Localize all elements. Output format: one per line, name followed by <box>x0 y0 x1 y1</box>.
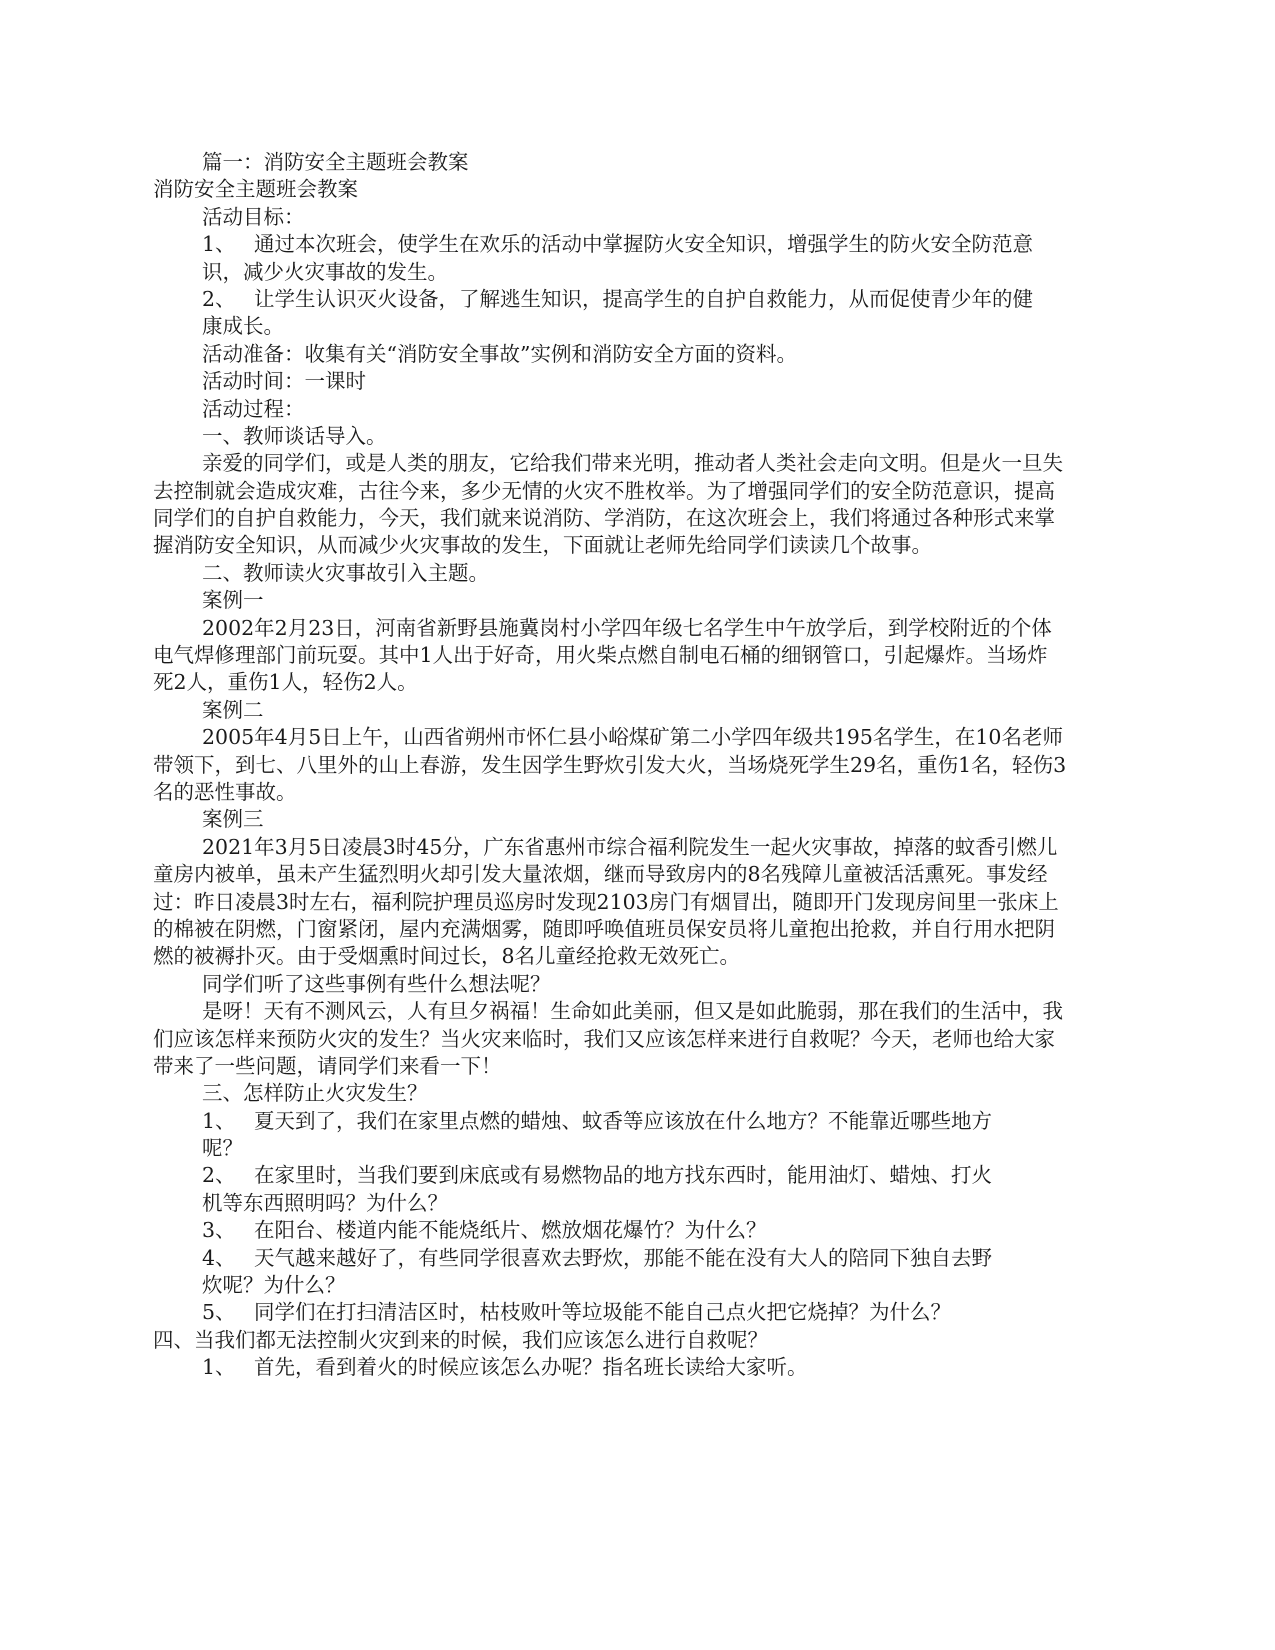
list-number: 1、 <box>202 1355 236 1380</box>
question-intro: 同学们听了这些事例有些什么想法呢？ <box>202 971 551 996</box>
case-label-1: 案例一 <box>202 588 264 613</box>
paragraph-line: 的棉被在阴燃，门窗紧闭，屋内充满烟雾，随即呼唤值班员保安员将儿童抱出抢救，并自行用水把阴 <box>153 916 1055 941</box>
question-item-3 <box>153 1217 1123 1244</box>
paragraph-line: 同学们在打扫清洁区时，枯枝败叶等垃圾能不能自己点火把它烧掉？为什么？ <box>254 1300 951 1325</box>
paragraph-line: 在家里时，当我们要到床底或有易燃物品的地方找东西时，能用油灯、蜡烛、打火 <box>254 1163 992 1188</box>
paragraph-line: 呢？ <box>202 1136 243 1161</box>
paragraph-line: 首先，看到着火的时候应该怎么办呢？指名班长读给大家听。 <box>254 1355 808 1380</box>
section-heading-1: 一、教师谈话导入。 <box>202 423 387 448</box>
paragraph-line: 2002年2月23日，河南省新野县施冀岗村小学四年级七名学生中午放学后，到学校附近的个体 <box>202 615 1052 640</box>
section-heading-3: 三、怎样防止火灾发生？ <box>202 1081 428 1106</box>
paragraph-line: 炊呢？为什么？ <box>202 1273 346 1298</box>
paragraph-line: 同学们的自护自救能力，今天，我们就来说消防、学消防，在这次班会上，我们将通过各种形式来掌 <box>153 506 1055 531</box>
question-item-2 <box>153 1162 1123 1189</box>
paragraph-line: 夏天到了，我们在家里点燃的蜡烛、蚊香等应该放在什么地方？不能靠近哪些地方 <box>254 1108 992 1133</box>
document-body <box>153 149 1123 1382</box>
paragraph-line: 们应该怎样来预防火灾的发生？当火灾来临时，我们又应该怎样来进行自救呢？今天，老师也给大家 <box>153 1026 1055 1051</box>
activity-preparation: 活动准备：收集有关“消防安全事故”实例和消防安全方面的资料。 <box>202 341 797 366</box>
activity-time: 活动时间：一课时 <box>202 369 366 394</box>
goal-item-1 <box>153 231 1123 258</box>
list-number: 2、 <box>202 1163 236 1188</box>
section-heading-4: 四、当我们都无法控制火灾到来的时候，我们应该怎么进行自救呢？ <box>153 1327 768 1352</box>
paragraph-line: 让学生认识灭火设备，了解逃生知识，提高学生的自护自救能力，从而促使青少年的健 <box>254 286 1033 311</box>
list-number: 1、 <box>202 232 236 257</box>
goal-item-2 <box>153 286 1123 313</box>
rescue-item-1 <box>153 1354 1123 1381</box>
list-number: 3、 <box>202 1218 236 1243</box>
section-heading-2: 二、教师读火灾事故引入主题。 <box>202 560 489 585</box>
goal-label: 活动目标： <box>202 204 305 229</box>
paragraph-line: 过：昨日凌晨3时左右，福利院护理员巡房时发现2103房门有烟冒出，随即开门发现房间里一张床上 <box>153 889 1059 914</box>
paragraph-line: 机等东西照明吗？为什么？ <box>202 1190 448 1215</box>
paragraph-line: 带来了一些问题，请同学们来看一下！ <box>153 1053 502 1078</box>
paragraph-line: 握消防安全知识，从而减少火灾事故的发生，下面就让老师先给同学们读读几个故事。 <box>153 533 932 558</box>
paragraph-line: 燃的被褥扑灭。由于受烟熏时间过长，8名儿童经抢救无效死亡。 <box>153 944 741 969</box>
paragraph-line: 2005年4月5日上午，山西省朔州市怀仁县小峪煤矿第二小学四年级共195名学生，在10名老师 <box>202 725 1063 750</box>
paragraph-line: 名的恶性事故。 <box>153 779 297 804</box>
paragraph-line: 是呀！天有不测风云，人有旦夕祸福！生命如此美丽，但又是如此脆弱，那在我们的生活中，我 <box>202 999 1063 1024</box>
document-heading: 篇一：消防安全主题班会教案 <box>202 150 469 174</box>
question-item-5 <box>153 1299 1123 1326</box>
paragraph-line: 带领下，到七、八里外的山上春游，发生因学生野炊引发大火，当场烧死学生29名，重伤1名，轻伤3 <box>153 752 1067 777</box>
paragraph-line: 天气越来越好了，有些同学很喜欢去野炊，那能不能在没有大人的陪同下独自去野 <box>254 1245 992 1270</box>
paragraph-line: 去控制就会造成灾难，古往今来，多少无情的火灾不胜枚举。为了增强同学们的安全防范意识，提高 <box>153 478 1055 503</box>
list-number: 1、 <box>202 1108 236 1133</box>
paragraph-line: 识，减少火灾事故的发生。 <box>202 259 448 284</box>
paragraph-line: 2021年3月5日凌晨3时45分，广东省惠州市综合福利院发生一起火灾事故，掉落的蚊香引燃儿 <box>202 834 1058 859</box>
list-number: 2、 <box>202 286 236 311</box>
document-title: 消防安全主题班会教案 <box>153 177 358 202</box>
paragraph-line: 康成长。 <box>202 314 284 339</box>
paragraph-line: 亲爱的同学们，或是人类的朋友，它给我们带来光明，推动者人类社会走向文明。但是火一旦失 <box>202 451 1063 476</box>
list-number: 4、 <box>202 1245 236 1270</box>
paragraph-line: 在阳台、楼道内能不能烧纸片、燃放烟花爆竹？为什么？ <box>254 1218 767 1243</box>
paragraph-line: 死2人，重伤1人，轻伤2人。 <box>153 670 418 695</box>
question-item-1 <box>153 1108 1123 1135</box>
paragraph-line: 童房内被单，虽未产生猛烈明火却引发大量浓烟，继而导致房内的8名残障儿童被活活熏死。事发经 <box>153 862 1048 887</box>
case-label-3: 案例三 <box>202 807 264 832</box>
list-number: 5、 <box>202 1300 236 1325</box>
paragraph-line: 通过本次班会，使学生在欢乐的活动中掌握防火安全知识，增强学生的防火安全防范意 <box>254 232 1033 257</box>
question-item-4 <box>153 1245 1123 1272</box>
paragraph-line: 电气焊修理部门前玩耍。其中1人出于好奇，用火柴点燃自制电石桶的细钢管口，引起爆炸。当场炸 <box>153 643 1048 668</box>
case-label-2: 案例二 <box>202 697 264 722</box>
activity-process: 活动过程： <box>202 396 305 421</box>
